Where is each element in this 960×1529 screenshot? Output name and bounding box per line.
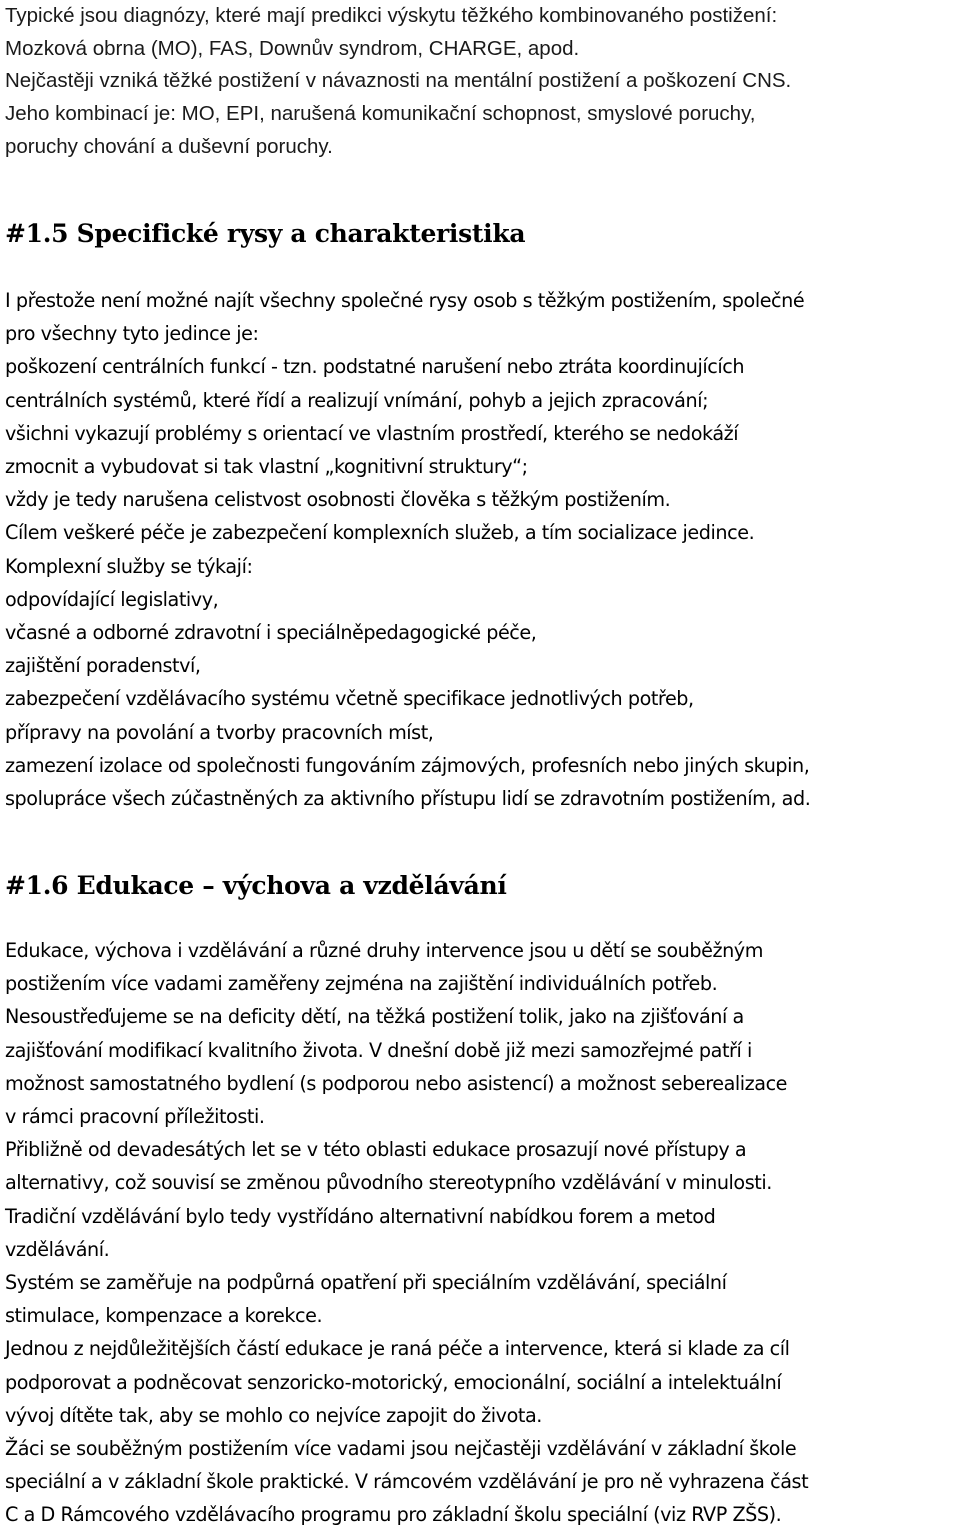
list-item: zajištění poradenství, [5,654,201,678]
text-line: možnost samostatného bydlení (s podporou nebo asistencí) a možnost seberealizace [5,1071,788,1095]
intro-paragraph [5,0,957,164]
text-line: Systém se zaměřuje na podpůrná opatření při speciálním vzdělávání, speciální [5,1271,727,1295]
list-item: zabezpečení vzdělávacího systému včetně specifikace jednotlivých potřeb, [5,687,694,711]
list-item: odpovídající legislativy, [5,587,219,611]
text-line: vždy je tedy narušena celistvost osobnosti člověka s těžkým postižením. [5,488,671,512]
text-line: podporovat a podněcovat senzoricko-motorický, emocionální, sociální a intelektuální [5,1370,782,1394]
text-line: zmocnit a vybudovat si tak vlastní „kognitivní struktury“; [5,455,528,479]
text-line: všichni vykazují problémy s orientací ve vlastním prostředí, kterého se nedokáží [5,421,739,445]
list-item: zamezení izolace od společnosti fungováním zájmových, profesních nebo jiných skupin, [5,753,810,777]
text-line: Nesoustřeďujeme se na deficity dětí, na těžká postižení tolik, jako na zjišťování a [5,1005,744,1029]
text-line: Jednou z nejdůležitějších částí edukace je raná péče a intervence, která si klade za cíl [5,1337,790,1361]
text-line: Mozková obrna (MO), FAS, Downův syndrom, CHARGE, apod. [5,36,580,60]
text-line: alternativy, což souvisí se změnou původního stereotypního vzdělávání v minulosti. [5,1171,772,1195]
text-line: C a D Rámcového vzdělávacího programu pro základní školu speciální (viz RVP ZŠS). [5,1503,782,1527]
text-line: Cílem veškeré péče je zabezpečení komplexních služeb, a tím socializace jedince. [5,521,755,545]
text-line: Nejčastěji vzniká těžké postižení v návaznosti na mentální postižení a poškození CNS. [5,69,792,93]
text-line: speciální a v základní škole praktické. V rámcovém vzdělávání je pro ně vyhrazena část [5,1470,809,1494]
section-1-5-body [5,284,957,815]
text-line: Přibližně od devadesátých let se v této oblasti edukace prosazují nové přístupy a [5,1138,747,1162]
text-line: Jeho kombinací je: MO, EPI, narušená komunikační schopnost, smyslové poruchy, [5,102,756,126]
text-line: centrálních systémů, které řídí a realizují vnímání, pohyb a jejich zpracování; [5,388,709,412]
text-line: v rámci pracovní příležitosti. [5,1105,265,1129]
text-line: stimulace, kompenzace a korekce. [5,1304,323,1328]
text-line: Edukace, výchova i vzdělávání a různé druhy intervence jsou u dětí se souběžným [5,939,763,962]
section-1-6-body [5,934,957,1529]
text-line: poruchy chování a duševní poruchy. [5,134,333,158]
list-item: spolupráce všech zúčastněných za aktivního přístupu lidí se zdravotním postižením, ad. [5,787,811,811]
text-line: postižením více vadami zaměřeny zejména na zajištění individuálních potřeb. [5,972,718,996]
list-item: včasné a odborné zdravotní i speciálněpedagogické péče, [5,621,537,645]
text-line: poškození centrálních funkcí - tzn. podstatné narušení nebo ztráta koordinujících [5,355,745,379]
section-heading-1-6: #1.6 Edukace – výchova a vzdělávání [5,871,507,900]
text-line: Žáci se souběžným postižením více vadami jsou nejčastěji vzdělávání v základní škole [5,1437,797,1461]
text-line: pro všechny tyto jedince je: [5,322,259,346]
text-line: I přestože není možné najít všechny společné rysy osob s těžkým postižením, společné [5,289,805,312]
text-line: Typické jsou diagnózy, které mají predikci výskytu těžkého kombinovaného postižení: [5,4,778,27]
list-item: přípravy na povolání a tvorby pracovních míst, [5,720,434,744]
section-heading-1-5: #1.5 Specifické rysy a charakteristika [5,219,526,248]
text-line: vývoj dítěte tak, aby se mohlo co nejvíce zapojit do života. [5,1403,542,1427]
text-line: vzdělávání. [5,1237,110,1261]
text-line: Komplexní služby se týkají: [5,554,253,578]
text-line: zajišťování modifikací kvalitního života. V dnešní době již mezi samozřejmé patří i [5,1038,752,1062]
text-line: Tradiční vzdělávání bylo tedy vystřídáno alternativní nabídkou forem a metod [5,1204,716,1228]
